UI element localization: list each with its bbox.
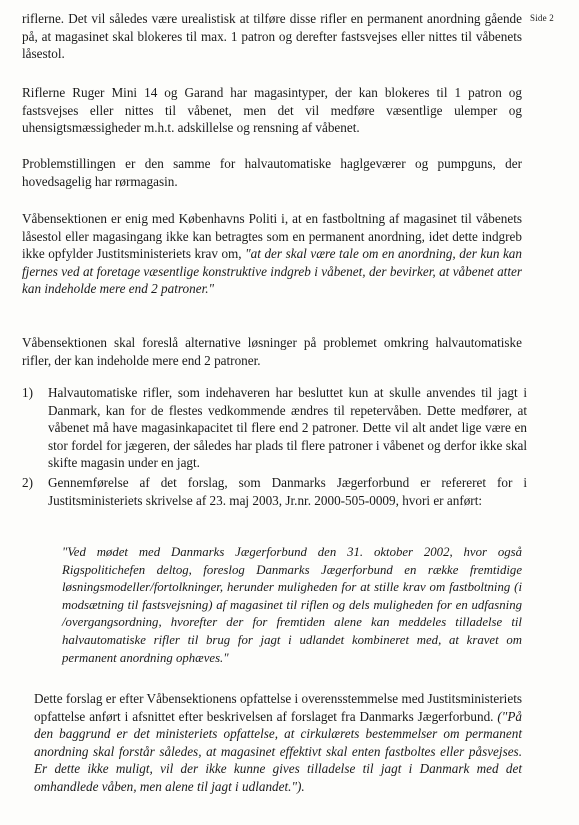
- list-text-2: Gennemførelse af det forslag, som Danmarks Jægerforbund er refereret for i Justitsministeriets skrivelse af 23. maj 2003, Jr.nr. 2000-505-0009, hvori er anført:: [48, 475, 527, 508]
- paragraph-4: [22, 210, 522, 298]
- list-number-2: 2): [22, 475, 33, 490]
- list-item-1: [22, 384, 527, 472]
- page-number-label: Side 2: [530, 13, 554, 23]
- paragraph-6-quote: ("På den baggrund er det ministeriets opfattelse, at cirkulærets bestemmelser om permanent anordning skal forstår således, at magasinet effektivt skal enten fastboltes eller påsvejses. Er dette ikke muligt, vil der ikke kunne gives tilladelse til jagt i Danmark med det omhandlede våben, men alene til jagt i udlandet.").: [34, 708, 522, 794]
- list-item-2: [22, 474, 527, 509]
- paragraph-6: [34, 690, 522, 796]
- paragraph-1: riflerne. Det vil således være urealistisk at tilføre disse rifler en permanent anordning gående på, at magasinet skal blokeres til max. 1 patron og derefter fastsvejses eller nittes til våbenets låsestol.: [22, 11, 522, 62]
- list-number-1: 1): [22, 385, 33, 400]
- list-text-1: Halvautomatiske rifler, som indehaveren har besluttet kun at skulle anvendes til jagt i Danmark, kan for de flestes vedkommende ændres til repetervåben. Dette medfører, at våbenet må have magasinkapacitet til flere end 2 patroner. Dette vil alt andet lige være en stor fordel for jægeren, der således har plads til flere patroner i våbenet og derfor ikke skal skifte magasin under en jagt.: [48, 385, 527, 471]
- paragraph-4-text: Våbensektionen er enig med Københavns Politi i, at en fastboltning af magasinet til våbenets låsestol eller magasingang ikke kan betragtes som en permanent anordning, idet dette indgreb ikke opfylder Justitsministeriets krav om,: [22, 211, 522, 262]
- paragraph-3: Problemstillingen er den samme for halvautomatiske haglgeværer og pumpguns, der hovedsagelig har rørmagasin.: [22, 156, 522, 189]
- paragraph-5: Våbensektionen skal foreslå alternative løsninger på problemet omkring halvautomatiske rifler, der kan indeholde mere end 2 patroner.: [22, 335, 522, 368]
- paragraph-6-text: Dette forslag er efter Våbensektionens opfattelse i overensstemmelse med Justitsministeriets opfattelse anført i afsnittet efter beskrivelsen af forslaget fra Danmarks Jægerforbund.: [34, 691, 522, 724]
- block-quote: "Ved mødet med Danmarks Jægerforbund den 31. oktober 2002, hvor også Rigspolitichefen deltog, foreslog Danmarks Jægerforbund en række fremtidige løsningsmodeller/fortolkninger, herunder muligheden for at stille krav om fastboltning (i modsætning til fastsvejsning) af magasinet til riflen og dels muligheden for en udfasning /overgangsordning, hvorefter der for fremtiden alene kan meddeles tilladelse til halvautomatiske rifler til brug for jagt i udlandet kombineret med, at kravet om permanent anordning ophæves.": [62, 545, 522, 665]
- paragraph-2: Riflerne Ruger Mini 14 og Garand har magasintyper, der kan blokeres til 1 patron og fastsvejses eller nittes til våbenet, men det vil medføre væsentlige ulemper og uhensigtsmæssigheder m.h.t. adskillelse og rensning af våbenet.: [22, 85, 522, 136]
- paragraph-4-quote: "at der skal være tale om en anordning, der kun kan fjernes ved at foretage væsentlige konstruktive indgreb i våbenet, der bevirker, at våbenet atter kan indeholde mere end 2 patroner.": [22, 246, 522, 297]
